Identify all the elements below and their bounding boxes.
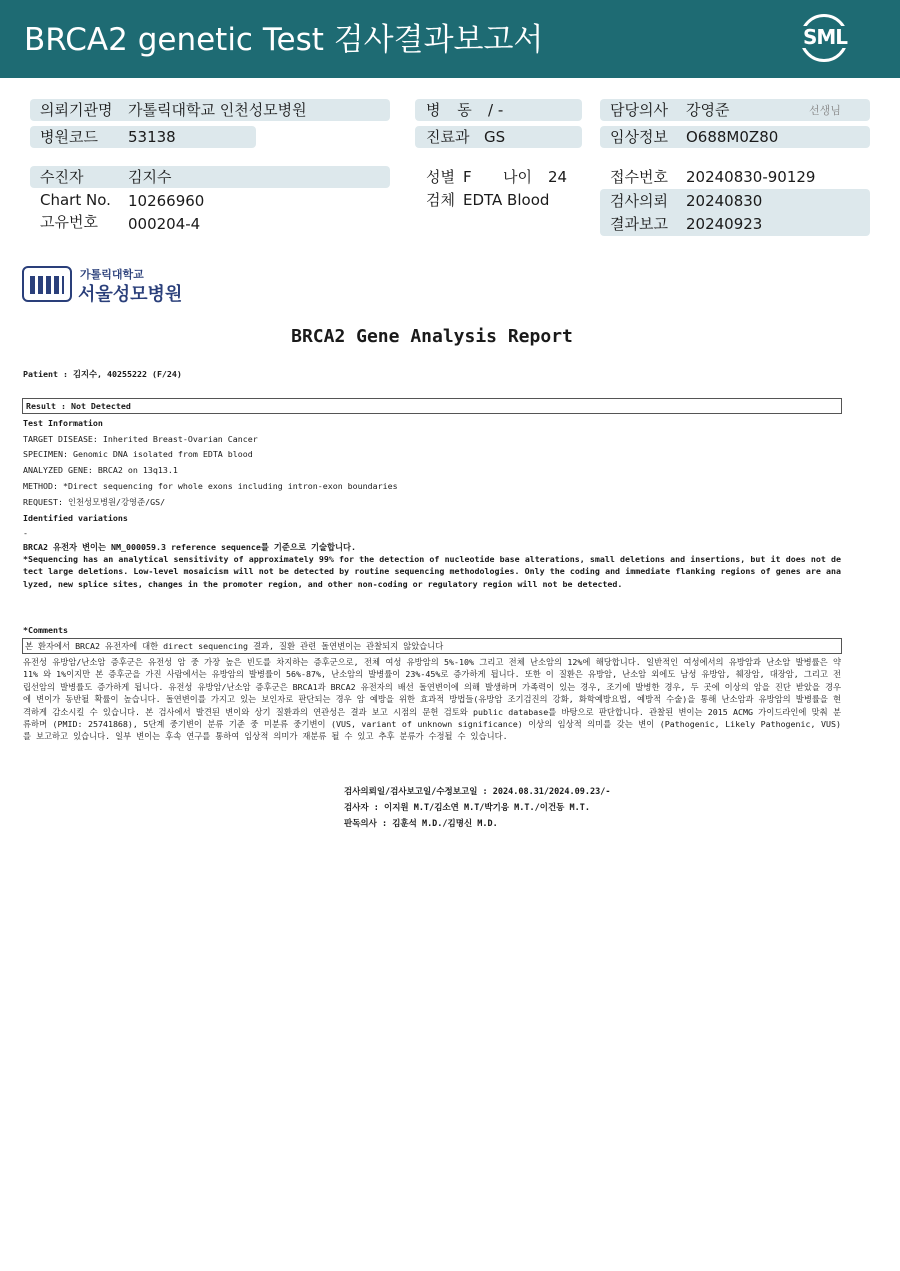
ward-label: 병 동 <box>426 101 478 119</box>
department-value: GS <box>484 128 506 146</box>
comments-heading: *Comments <box>23 625 68 635</box>
report-date-label: 결과보고 <box>610 215 668 233</box>
patient-value: 김지수 <box>128 168 172 186</box>
report-header-title: BRCA2 genetic Test 검사결과보고서 <box>24 22 544 58</box>
ward-value: / - <box>488 101 504 119</box>
clinical-value: O688M0Z80 <box>686 128 779 146</box>
request-value: 20240830 <box>686 192 763 210</box>
logo-text: SML <box>796 26 854 48</box>
variations-value: - <box>23 528 28 538</box>
patient-label: 수진자 <box>40 168 84 186</box>
specimen-value: EDTA Blood <box>463 191 550 209</box>
target-disease-line: TARGET DISEASE: Inherited Breast-Ovarian Cancer <box>23 434 258 444</box>
receipt-label: 접수번호 <box>610 168 668 186</box>
chart-value: 10266960 <box>128 192 205 210</box>
technicians-line: 검사자 : 이지원 M.T/김소연 M.T/박기응 M.T./이건동 M.T. <box>344 803 590 813</box>
test-info-heading: Test Information <box>23 418 103 428</box>
receipt-value: 20240830-90129 <box>686 168 816 186</box>
sml-logo <box>796 12 854 66</box>
patient-line: Patient : 김지수, 40255222 (F/24) <box>23 369 182 379</box>
result-line: Result : Not Detected <box>26 401 131 411</box>
doctor-label: 담당의사 <box>610 101 668 119</box>
method-line: METHOD: *Direct sequencing for whole exons including intron-exon boundaries <box>23 481 398 491</box>
analyzed-gene-line: ANALYZED GENE: BRCA2 on 13q13.1 <box>23 465 178 475</box>
sex-label: 성별 <box>426 168 455 186</box>
chart-label: Chart No. <box>40 191 111 209</box>
hospital-emblem-icon <box>22 266 72 302</box>
request-line: REQUEST: 인천성모병원/강영준/GS/ <box>23 497 166 507</box>
institution-value: 가톨릭대학교 인천성모병원 <box>128 101 307 119</box>
report-title: BRCA2 Gene Analysis Report <box>291 326 573 347</box>
age-value: 24 <box>548 168 568 186</box>
comment-summary: 본 환자에서 BRCA2 유전자에 대한 direct sequencing 결과, 질환 관련 돌연변이는 관찰되지 않았습니다 <box>25 641 444 651</box>
doctor-value: 강영준 <box>686 101 730 119</box>
hospital-logo-line1: 가톨릭대학교 <box>80 268 144 281</box>
uid-value: 000204-4 <box>128 215 201 233</box>
physicians-line: 판독의사 : 김훈석 M.D./김명신 M.D. <box>344 819 498 829</box>
specimen-label: 검체 <box>426 191 455 209</box>
reference-note: BRCA2 유전자 변이는 NM_000059.3 reference sequence를 기준으로 기술합니다. <box>23 542 357 552</box>
clinical-label: 임상정보 <box>610 128 668 146</box>
report-date-value: 20240923 <box>686 215 763 233</box>
hospital-logo-line2: 서울성모병원 <box>78 284 183 305</box>
request-label: 검사의뢰 <box>610 192 668 210</box>
comment-body: 유전성 유방암/난소암 증후군은 유전성 암 중 가장 높은 빈도를 차지하는 증후군으로, 전체 여성 유방암의 5%-10% 그리고 전체 난소암의 12%에 해당합니다. 일반적인 여성에서의 유방암과 난소암 발병률은 약 11% 와 1%이지만 본 증후군을 가진 사람에서는 유방암의 발병률이 56%-87%, 난소암의 발병률이 23%-45%로 증가하게 됩니다. 또한 이 질환은 유방암, 난소암 외에도 남성 유방암, 췌장암, 대장암, 그리고 전립선암의 발병률도 증가하게 됩니다. 유전성 유방암/난소암 증후군은 BRCA1과 BRCA2 유전자의 배선 돌연변이에 의해 발생하며 가족력이 있는 경우, 조기에 발병한 경우, 두 곳에 이상의 암을 진단 받았을 경우에 변이가 동반될 확률이 높습니다. 돌연변이를 가지고 있는 보인자로 판단되는 경우 암 예방을 위한 효과적 방법들(유방암 조기검진의 강화, 화학예방요법, 예방적 수술)을 통해 난소암과 유방암의 발병률을 현격하게 감소시킬 수 있습니다. 본 검사에서 발견된 변이와 상기 질환과의 연관성은 결과 보고 시점의 문헌 검토와 public database를 바탕으로 판단합니다. 관찰된 변이는 2015 ACMG 가이드라인에 맞춰 분류하며 (PMID: 25741868), 5단계 중기변이 분류 기준 중 미분류 중기변이 (VUS, variant of unknown significance) 이상의 임상적 의미를 갖는 변이 (Pathogenic, Likely Pathogenic, VUS) 를 보고하고 있습니다. 일부 변이는 후속 연구를 통하여 임상적 의미가 재분류 될 수 있고 추후 분류가 수정될 수 있습니다. <box>23 657 841 742</box>
patient-row-bg <box>30 166 390 188</box>
dates-line: 검사의뢰일/검사보고일/수정보고일 : 2024.08.31/2024.09.23/- <box>344 787 611 797</box>
header-bar <box>0 0 900 78</box>
sensitivity-note: *Sequencing has an analytical sensitivity of approximately 99% for the detection of nucleotide base alterations, small deletions and insertions, but it does not detect large deletions. Low-level mosaicism will not be detected by routine sequencing methodologies. Only the coding and immediate flanking regions of genes are analyzed, new splice sites, changes in the promoter region, and other non-coding or regulatory region will not be detected. <box>23 554 841 589</box>
age-label: 나이 <box>503 168 532 186</box>
hospital-logo <box>22 266 182 306</box>
uid-label: 고유번호 <box>40 213 98 231</box>
specimen-line: SPECIMEN: Genomic DNA isolated from EDTA blood <box>23 449 253 459</box>
sex-value: F <box>463 168 472 186</box>
result-frame <box>22 398 842 414</box>
doctor-suffix: 선생님 <box>809 104 841 117</box>
hospital-code-value: 53138 <box>128 128 176 146</box>
department-label: 진료과 <box>426 128 470 146</box>
variations-heading: Identified variations <box>23 513 128 523</box>
institution-label: 의뢰기관명 <box>40 101 113 119</box>
hospital-code-label: 병원코드 <box>40 128 98 146</box>
